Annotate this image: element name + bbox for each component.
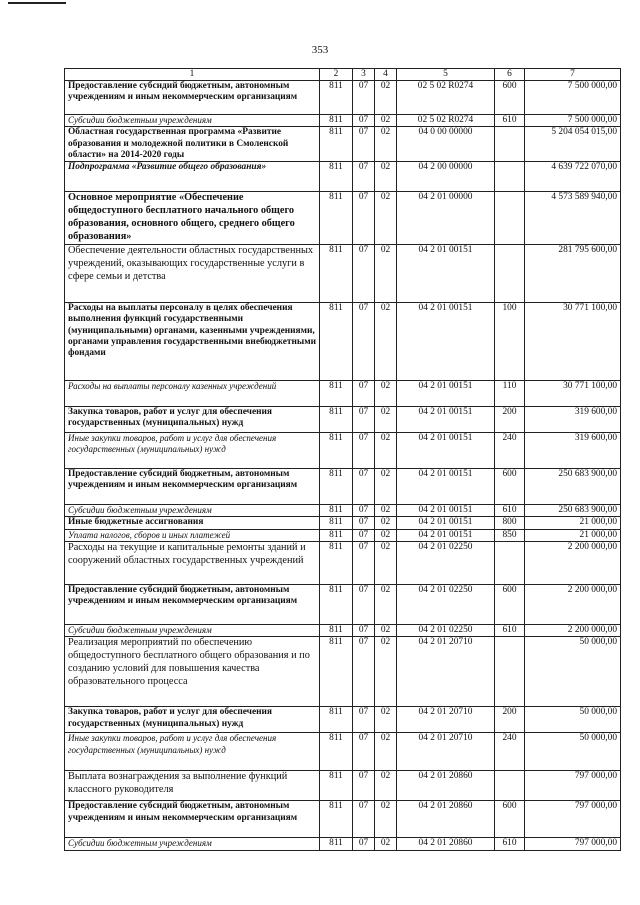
row-section-cell: 07 [353, 707, 375, 733]
row-section-cell: 07 [353, 838, 375, 850]
row-amount-cell: 2 200 000,00 [525, 625, 621, 637]
row-admin-code-cell: 811 [320, 115, 353, 127]
row-subsection-cell: 02 [375, 407, 397, 433]
row-subsection-cell: 02 [375, 838, 397, 850]
row-name-cell: Иные бюджетные ассигнования [65, 517, 320, 529]
row-amount-cell: 250 683 900,00 [525, 505, 621, 517]
table-row [65, 162, 621, 192]
row-name-cell: Предоставление субсидий бюджетным, автономным учреждениям и иным некоммерческим организациям [65, 81, 320, 115]
table-row [65, 303, 621, 381]
row-admin-code-cell: 811 [320, 838, 353, 850]
row-section-cell: 07 [353, 162, 375, 192]
row-target-article-cell: 04 2 01 00151 [397, 529, 495, 541]
row-expense-type-cell [495, 637, 525, 707]
row-expense-type-cell: 600 [495, 469, 525, 505]
header-col-7: 7 [525, 69, 621, 81]
header-col-5: 5 [397, 69, 495, 81]
row-amount-cell: 21 000,00 [525, 529, 621, 541]
row-target-article-cell: 04 2 01 00000 [397, 192, 495, 245]
row-section-cell: 07 [353, 585, 375, 625]
table-row [65, 707, 621, 733]
table-row [65, 625, 621, 637]
row-admin-code-cell: 811 [320, 433, 353, 469]
row-admin-code-cell: 811 [320, 505, 353, 517]
row-expense-type-cell: 610 [495, 625, 525, 637]
row-target-article-cell: 04 2 01 20860 [397, 801, 495, 838]
table-row [65, 771, 621, 801]
row-section-cell: 07 [353, 303, 375, 381]
row-target-article-cell: 04 2 00 00000 [397, 162, 495, 192]
row-amount-cell: 319 600,00 [525, 407, 621, 433]
table-row [65, 517, 621, 529]
row-subsection-cell: 02 [375, 505, 397, 517]
row-amount-cell: 2 200 000,00 [525, 585, 621, 625]
row-expense-type-cell [495, 771, 525, 801]
row-target-article-cell: 04 0 00 00000 [397, 127, 495, 162]
header-col-6: 6 [495, 69, 525, 81]
row-name-cell: Субсидии бюджетным учреждениям [65, 505, 320, 517]
row-expense-type-cell: 610 [495, 115, 525, 127]
row-section-cell: 07 [353, 407, 375, 433]
row-target-article-cell: 04 2 01 02250 [397, 542, 495, 585]
row-expense-type-cell [495, 542, 525, 585]
row-admin-code-cell: 811 [320, 733, 353, 771]
row-subsection-cell: 02 [375, 585, 397, 625]
row-section-cell: 07 [353, 529, 375, 541]
row-target-article-cell: 04 2 01 00151 [397, 505, 495, 517]
row-expense-type-cell: 110 [495, 381, 525, 407]
row-name-cell: Выплата вознаграждения за выполнение функций классного руководителя [65, 771, 320, 801]
header-col-4: 4 [375, 69, 397, 81]
row-target-article-cell: 02 5 02 R0274 [397, 115, 495, 127]
table-row [65, 469, 621, 505]
row-expense-type-cell: 200 [495, 407, 525, 433]
row-target-article-cell: 04 2 01 00151 [397, 469, 495, 505]
row-subsection-cell: 02 [375, 433, 397, 469]
row-subsection-cell: 02 [375, 303, 397, 381]
row-expense-type-cell [495, 162, 525, 192]
row-subsection-cell: 02 [375, 707, 397, 733]
row-admin-code-cell: 811 [320, 127, 353, 162]
row-subsection-cell: 02 [375, 637, 397, 707]
row-target-article-cell: 04 2 01 20710 [397, 733, 495, 771]
row-amount-cell: 21 000,00 [525, 517, 621, 529]
row-target-article-cell: 04 2 01 00151 [397, 433, 495, 469]
header-col-3: 3 [353, 69, 375, 81]
row-subsection-cell: 02 [375, 127, 397, 162]
row-admin-code-cell: 811 [320, 303, 353, 381]
row-name-cell: Иные закупки товаров, работ и услуг для обеспечения государственных (муниципальных) нужд [65, 733, 320, 771]
row-subsection-cell: 02 [375, 771, 397, 801]
header-col-1: 1 [65, 69, 320, 81]
row-subsection-cell: 02 [375, 115, 397, 127]
row-subsection-cell: 02 [375, 542, 397, 585]
row-admin-code-cell: 811 [320, 81, 353, 115]
row-section-cell: 07 [353, 771, 375, 801]
row-expense-type-cell: 600 [495, 801, 525, 838]
row-admin-code-cell: 811 [320, 162, 353, 192]
table-row [65, 381, 621, 407]
row-subsection-cell: 02 [375, 162, 397, 192]
table-row [65, 733, 621, 771]
row-admin-code-cell: 811 [320, 517, 353, 529]
table-row [65, 245, 621, 303]
row-name-cell: Субсидии бюджетным учреждениям [65, 115, 320, 127]
row-name-cell: Закупка товаров, работ и услуг для обеспечения государственных (муниципальных) нужд [65, 707, 320, 733]
row-target-article-cell: 04 2 01 00151 [397, 303, 495, 381]
row-name-cell: Субсидии бюджетным учреждениям [65, 625, 320, 637]
row-name-cell: Предоставление субсидий бюджетным, автономным учреждениям и иным некоммерческим организациям [65, 469, 320, 505]
row-expense-type-cell: 610 [495, 838, 525, 850]
table-row [65, 192, 621, 245]
row-section-cell: 07 [353, 381, 375, 407]
row-expense-type-cell [495, 245, 525, 303]
row-name-cell: Расходы на выплаты персоналу казенных учреждений [65, 381, 320, 407]
row-subsection-cell: 02 [375, 529, 397, 541]
row-section-cell: 07 [353, 469, 375, 505]
row-amount-cell: 30 771 100,00 [525, 381, 621, 407]
row-expense-type-cell: 600 [495, 81, 525, 115]
row-admin-code-cell: 811 [320, 585, 353, 625]
table-row [65, 542, 621, 585]
row-admin-code-cell: 811 [320, 542, 353, 585]
table-row [65, 115, 621, 127]
row-name-cell: Субсидии бюджетным учреждениям [65, 838, 320, 850]
row-target-article-cell: 04 2 01 02250 [397, 585, 495, 625]
row-expense-type-cell: 240 [495, 433, 525, 469]
table-header-row [65, 69, 621, 81]
row-subsection-cell: 02 [375, 381, 397, 407]
table-row [65, 433, 621, 469]
row-section-cell: 07 [353, 801, 375, 838]
table-row [65, 637, 621, 707]
row-amount-cell: 7 500 000,00 [525, 81, 621, 115]
table-body [65, 81, 621, 851]
row-target-article-cell: 04 2 01 20710 [397, 707, 495, 733]
row-subsection-cell: 02 [375, 625, 397, 637]
row-amount-cell: 797 000,00 [525, 771, 621, 801]
row-amount-cell: 50 000,00 [525, 637, 621, 707]
row-name-cell: Подпрограмма «Развитие общего образования» [65, 162, 320, 192]
table-row [65, 529, 621, 541]
row-target-article-cell: 04 2 01 00151 [397, 517, 495, 529]
row-subsection-cell: 02 [375, 469, 397, 505]
row-admin-code-cell: 811 [320, 637, 353, 707]
row-subsection-cell: 02 [375, 81, 397, 115]
row-amount-cell: 797 000,00 [525, 838, 621, 850]
row-admin-code-cell: 811 [320, 407, 353, 433]
row-expense-type-cell: 200 [495, 707, 525, 733]
row-section-cell: 07 [353, 127, 375, 162]
row-admin-code-cell: 811 [320, 245, 353, 303]
row-admin-code-cell: 811 [320, 192, 353, 245]
row-section-cell: 07 [353, 733, 375, 771]
row-target-article-cell: 04 2 01 00151 [397, 245, 495, 303]
row-name-cell: Иные закупки товаров, работ и услуг для обеспечения государственных (муниципальных) нужд [65, 433, 320, 469]
row-name-cell: Закупка товаров, работ и услуг для обеспечения государственных (муниципальных) нужд [65, 407, 320, 433]
row-admin-code-cell: 811 [320, 625, 353, 637]
row-section-cell: 07 [353, 517, 375, 529]
row-admin-code-cell: 811 [320, 771, 353, 801]
row-subsection-cell: 02 [375, 517, 397, 529]
row-name-cell: Предоставление субсидий бюджетным, автономным учреждениям и иным некоммерческим организациям [65, 585, 320, 625]
row-target-article-cell: 04 2 01 02250 [397, 625, 495, 637]
row-target-article-cell: 04 2 01 00151 [397, 407, 495, 433]
row-amount-cell: 250 683 900,00 [525, 469, 621, 505]
table-row [65, 505, 621, 517]
row-subsection-cell: 02 [375, 245, 397, 303]
row-section-cell: 07 [353, 81, 375, 115]
row-expense-type-cell: 610 [495, 505, 525, 517]
row-section-cell: 07 [353, 637, 375, 707]
row-amount-cell: 50 000,00 [525, 733, 621, 771]
table-row [65, 127, 621, 162]
row-section-cell: 07 [353, 505, 375, 517]
table-row [65, 838, 621, 850]
row-name-cell: Расходы на текущие и капитальные ремонты зданий и сооружений областных государственных учреждений [65, 542, 320, 585]
row-expense-type-cell [495, 127, 525, 162]
row-section-cell: 07 [353, 433, 375, 469]
row-target-article-cell: 04 2 01 20860 [397, 838, 495, 850]
row-expense-type-cell: 240 [495, 733, 525, 771]
row-section-cell: 07 [353, 192, 375, 245]
row-amount-cell: 5 204 054 015,00 [525, 127, 621, 162]
row-expense-type-cell: 850 [495, 529, 525, 541]
row-amount-cell: 30 771 100,00 [525, 303, 621, 381]
row-section-cell: 07 [353, 115, 375, 127]
row-subsection-cell: 02 [375, 801, 397, 838]
row-name-cell: Расходы на выплаты персоналу в целях обеспечения выполнения функций государственными (муниципальными) органами, казенными учреждениями, органами управления государственными внебюджетными фондами [65, 303, 320, 381]
row-name-cell: Предоставление субсидий бюджетным, автономным учреждениям и иным некоммерческим организациям [65, 801, 320, 838]
row-amount-cell: 2 200 000,00 [525, 542, 621, 585]
page-number: 353 [311, 44, 329, 56]
row-admin-code-cell: 811 [320, 381, 353, 407]
row-subsection-cell: 02 [375, 192, 397, 245]
row-amount-cell: 281 795 600,00 [525, 245, 621, 303]
row-target-article-cell: 04 2 01 20710 [397, 637, 495, 707]
row-subsection-cell: 02 [375, 733, 397, 771]
row-target-article-cell: 02 5 02 R0274 [397, 81, 495, 115]
row-name-cell: Основное мероприятие «Обеспечение общедоступного бесплатного начального общего образования, основного общего, среднего общего образования» [65, 192, 320, 245]
row-name-cell: Областная государственная программа «Развитие образования и молодежной политики в Смоленской области» на 2014-2020 годы [65, 127, 320, 162]
row-amount-cell: 50 000,00 [525, 707, 621, 733]
header-col-2: 2 [320, 69, 353, 81]
row-admin-code-cell: 811 [320, 801, 353, 838]
row-section-cell: 07 [353, 625, 375, 637]
row-name-cell: Обеспечение деятельности областных государственных учреждений, оказывающих государственные услуги в сфере семьи и детства [65, 245, 320, 303]
row-expense-type-cell [495, 192, 525, 245]
row-admin-code-cell: 811 [320, 529, 353, 541]
table-row [65, 407, 621, 433]
row-target-article-cell: 04 2 01 20860 [397, 771, 495, 801]
row-amount-cell: 7 500 000,00 [525, 115, 621, 127]
row-expense-type-cell: 100 [495, 303, 525, 381]
row-amount-cell: 4 639 722 070,00 [525, 162, 621, 192]
row-expense-type-cell: 600 [495, 585, 525, 625]
row-amount-cell: 319 600,00 [525, 433, 621, 469]
budget-table [64, 68, 621, 851]
table-row [65, 81, 621, 115]
table-row [65, 585, 621, 625]
row-expense-type-cell: 800 [495, 517, 525, 529]
row-section-cell: 07 [353, 245, 375, 303]
row-amount-cell: 4 573 589 940,00 [525, 192, 621, 245]
row-target-article-cell: 04 2 01 00151 [397, 381, 495, 407]
row-admin-code-cell: 811 [320, 469, 353, 505]
row-admin-code-cell: 811 [320, 707, 353, 733]
row-name-cell: Уплата налогов, сборов и иных платежей [65, 529, 320, 541]
row-amount-cell: 797 000,00 [525, 801, 621, 838]
row-section-cell: 07 [353, 542, 375, 585]
top-rule [8, 2, 66, 4]
table-row [65, 801, 621, 838]
row-name-cell: Реализация мероприятий по обеспечению общедоступного бесплатного общего образования и по созданию условий для повышения качества образовательного процесса [65, 637, 320, 707]
